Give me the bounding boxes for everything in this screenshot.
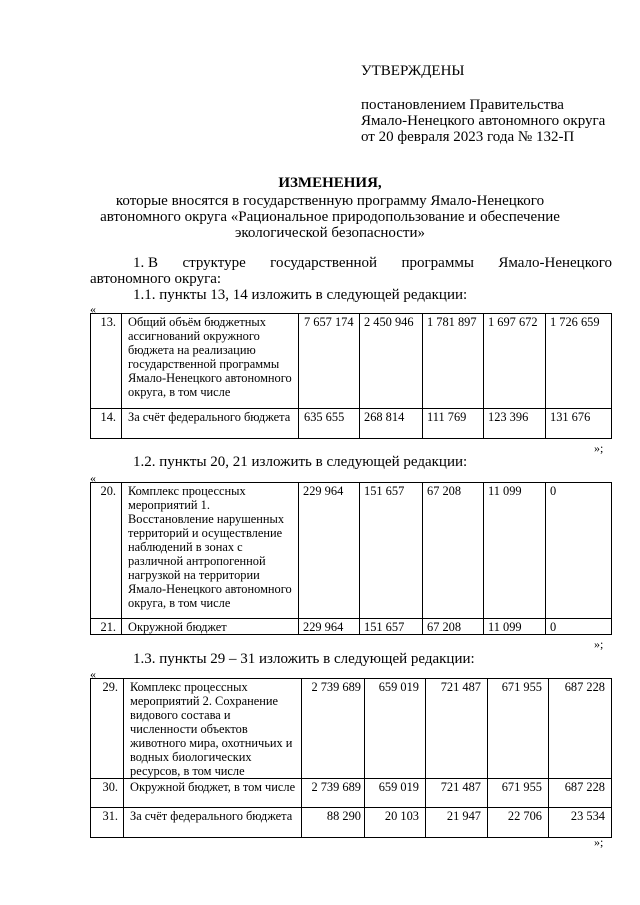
section-1-word: государственной [270, 255, 378, 271]
document-title: ИЗМЕНЕНИЯ, [278, 175, 382, 191]
row-value: 0 [546, 619, 612, 635]
item-1-3: 1.3. пункты 29 – 31 изложить в следующей редакции: [133, 651, 475, 667]
approval-line-1: постановлением Правительства [361, 97, 564, 113]
row-value: 123 396 [484, 409, 546, 439]
row-value: 635 655 [299, 409, 360, 439]
row-value: 20 103 [365, 808, 426, 838]
row-number: 29. [91, 679, 124, 779]
row-name: Комплекс процессных мероприятий 2. Сохранение видового состава и численности объектов животного мира, охотничьих и водных биологических ресурсов, в том числе [124, 679, 302, 779]
row-value: 268 814 [360, 409, 423, 439]
row-value: 671 955 [488, 779, 549, 808]
row-name: Окружной бюджет, в том числе [124, 779, 302, 808]
row-value: 67 208 [423, 619, 484, 635]
row-value: 229 964 [299, 483, 360, 619]
table-row [91, 808, 612, 838]
row-value: 2 450 946 [360, 314, 423, 409]
table-row [91, 779, 612, 808]
row-value: 671 955 [488, 679, 549, 779]
title-line-3: экологической безопасности» [234, 225, 426, 241]
row-value: 23 534 [549, 808, 612, 838]
table-row [91, 619, 612, 635]
row-name: Комплекс процессных мероприятий 1. Восстановление нарушенных территорий и осуществление наблюдений в зонах с различной антропогенной нагрузкой на территории Ямало-Ненецкого автономного округа, в том числе [122, 483, 299, 619]
row-value: 2 739 689 [302, 779, 365, 808]
row-name: За счёт федерального бюджета [122, 409, 299, 439]
row-value: 7 657 174 [299, 314, 360, 409]
section-1-word: структуре [182, 255, 246, 271]
row-value: 11 099 [484, 483, 546, 619]
row-value: 0 [546, 483, 612, 619]
row-value: 11 099 [484, 619, 546, 635]
row-number: 31. [91, 808, 124, 838]
table-row [91, 679, 612, 779]
row-value: 1 781 897 [423, 314, 484, 409]
table-items-29-31 [90, 678, 612, 838]
approved-heading: УТВЕРЖДЕНЫ [361, 63, 465, 79]
row-number: 14. [91, 409, 122, 439]
row-value: 1 726 659 [546, 314, 612, 409]
table-items-20-21 [90, 482, 612, 635]
table-row [91, 314, 612, 409]
table-row [91, 483, 612, 619]
row-value: 21 947 [426, 808, 488, 838]
row-value: 131 676 [546, 409, 612, 439]
title-line-2: автономного округа «Рациональное природопользование и обеспечение [100, 209, 560, 225]
row-value: 229 964 [299, 619, 360, 635]
quote-open: « [90, 471, 96, 485]
row-value: 151 657 [360, 619, 423, 635]
row-name: Общий объём бюджетных ассигнований окружного бюджета на реализацию государственной программы Ямало-Ненецкого автономного округа, в том числе [122, 314, 299, 409]
quote-close: »; [594, 637, 604, 651]
quote-close: »; [594, 441, 604, 455]
approval-line-3: от 20 февраля 2023 года № 132-П [361, 129, 575, 145]
row-value: 2 739 689 [302, 679, 365, 779]
row-value: 151 657 [360, 483, 423, 619]
row-value: 1 697 672 [484, 314, 546, 409]
title-line-1: которые вносятся в государственную программу Ямало-Ненецкого [115, 193, 545, 209]
quote-close: »; [594, 835, 604, 849]
quote-open: « [90, 302, 96, 316]
section-1-line-2: автономного округа: [90, 271, 222, 287]
row-value: 22 706 [488, 808, 549, 838]
section-1-word: программы [401, 255, 474, 271]
table-items-13-14 [90, 313, 612, 439]
row-value: 659 019 [365, 679, 426, 779]
row-name: Окружной бюджет [122, 619, 299, 635]
row-value: 721 487 [426, 679, 488, 779]
row-value: 659 019 [365, 779, 426, 808]
row-value: 687 228 [549, 779, 612, 808]
row-value: 88 290 [302, 808, 365, 838]
row-name: За счёт федерального бюджета [124, 808, 302, 838]
row-value: 67 208 [423, 483, 484, 619]
section-1-word: Ямало-Ненецкого [498, 255, 612, 271]
row-number: 30. [91, 779, 124, 808]
quote-open: « [90, 667, 96, 681]
approval-line-2: Ямало-Ненецкого автономного округа [361, 113, 606, 129]
row-number: 20. [91, 483, 122, 619]
table-row [91, 409, 612, 439]
row-value: 111 769 [423, 409, 484, 439]
row-number: 21. [91, 619, 122, 635]
item-1-2: 1.2. пункты 20, 21 изложить в следующей редакции: [133, 454, 468, 470]
row-number: 13. [91, 314, 122, 409]
section-1-word: 1. В [133, 255, 159, 271]
item-1-1: 1.1. пункты 13, 14 изложить в следующей редакции: [133, 287, 468, 303]
row-value: 687 228 [549, 679, 612, 779]
row-value: 721 487 [426, 779, 488, 808]
